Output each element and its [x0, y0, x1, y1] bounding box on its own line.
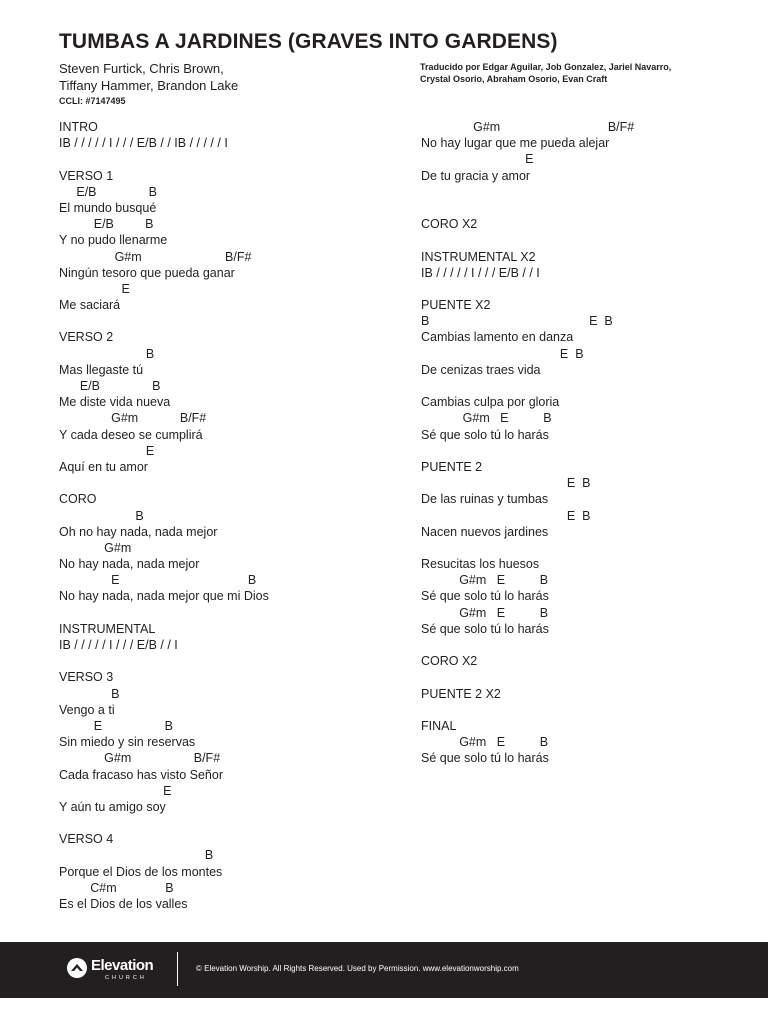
lyric-line: VERSO 4	[59, 832, 114, 847]
lyric-line: G#m B/F#	[59, 249, 252, 264]
lyric-line: Me saciará	[59, 298, 121, 313]
blank-line	[59, 653, 399, 669]
blank-line	[421, 540, 741, 556]
lyric-line: No hay nada, nada mejor	[59, 557, 200, 572]
authors-line-1: Steven Furtick, Chris Brown,	[59, 61, 224, 76]
lyric-line: Cambias lamento en danza	[421, 330, 574, 345]
lyric-line: E B	[421, 476, 591, 491]
lyric-line: Y no pudo llenarme	[59, 233, 168, 248]
lyric-line: Me diste vida nueva	[59, 395, 171, 410]
lyric-line: VERSO 2	[59, 330, 114, 345]
translation-line-2: Crystal Osorio, Abraham Osorio, Evan Craft	[420, 74, 608, 84]
elevation-chevron-icon	[67, 958, 87, 978]
blank-line	[421, 702, 741, 718]
lyric-line: B	[59, 508, 144, 523]
lyric-line: G#m E B	[421, 411, 552, 426]
translation-credits	[420, 61, 720, 85]
lyric-line: B	[59, 346, 155, 361]
ccli-number: CCLI: #7147495	[59, 96, 126, 106]
lyric-line: De tu gracia y amor	[421, 168, 531, 183]
lyric-line: Y aún tu amigo soy	[59, 799, 166, 814]
lyric-line: E/B B	[59, 379, 161, 393]
lyric-line: E/B B	[59, 184, 157, 199]
logo-wordmark: Elevation	[91, 957, 154, 974]
lyric-line: CORO X2	[421, 654, 478, 669]
lyric-line: Aquí en tu amor	[59, 459, 148, 474]
lyric-line: G#m E B	[421, 573, 549, 588]
blank-line	[421, 669, 741, 685]
lyric-line: Sé que solo tú lo harás	[421, 621, 549, 636]
lyric-line: Mas llegaste tú	[59, 362, 144, 377]
lyric-line: De las ruinas y tumbas	[421, 492, 549, 507]
lyric-line: G#m B/F#	[59, 751, 221, 766]
blank-line	[421, 232, 741, 248]
lyric-line: VERSO 3	[59, 670, 114, 685]
footer-bar	[0, 942, 768, 998]
lyric-line: No hay nada, nada mejor que mi Dios	[59, 589, 269, 604]
lyric-line: Sin miedo y sin reservas	[59, 735, 196, 750]
blank-line	[59, 313, 399, 329]
lyrics-left-column	[59, 119, 399, 912]
lyric-line: INSTRUMENTAL X2	[421, 249, 536, 264]
lyric-line: E	[59, 281, 130, 296]
lyric-line: PUENTE 2	[421, 459, 483, 474]
blank-line	[59, 605, 399, 621]
blank-line	[421, 281, 741, 297]
lyric-line: Cada fracaso has visto Señor	[59, 767, 223, 782]
blank-line	[421, 443, 741, 459]
lyric-line: Es el Dios de los valles	[59, 897, 188, 911]
lyric-line: E B	[421, 508, 591, 523]
lyric-line: Ningún tesoro que pueda ganar	[59, 265, 235, 280]
lyric-line: G#m E B	[421, 605, 549, 620]
lyrics-right-column	[421, 119, 741, 767]
blank-line	[59, 475, 399, 491]
blank-line	[421, 184, 741, 200]
song-title: TUMBAS A JARDINES (GRAVES INTO GARDENS)	[59, 30, 558, 53]
lyric-line: Sé que solo tú lo harás	[421, 589, 549, 604]
lyric-line: B E B	[421, 314, 613, 329]
lyric-line: G#m B/F#	[421, 120, 635, 134]
lyric-line: Vengo a ti	[59, 702, 115, 717]
blank-line	[59, 815, 399, 831]
lyric-line: INSTRUMENTAL	[59, 621, 156, 636]
lyric-line: CORO X2	[421, 217, 478, 232]
lyric-line: PUENTE 2 X2	[421, 686, 501, 701]
lyric-line: G#m E B	[421, 735, 549, 750]
song-authors	[59, 60, 359, 94]
lyric-line: IB / / / / / I / / / E/B / / I	[59, 638, 178, 652]
lyric-line: El mundo busqué	[59, 200, 157, 215]
lyric-line: Y cada deseo se cumplirá	[59, 427, 203, 442]
blank-line	[421, 378, 741, 394]
lyric-line: B	[59, 848, 214, 863]
lyric-line: E B	[421, 346, 584, 361]
lyric-line: E	[59, 783, 172, 798]
lyric-line: FINAL	[421, 718, 457, 733]
lyric-line: VERSO 1	[59, 168, 114, 183]
lyric-line: CORO	[59, 492, 97, 507]
lyric-line: Nacen nuevos jardines	[421, 524, 549, 539]
lyric-line: De cenizas traes vida	[421, 362, 541, 377]
lyric-line: E	[59, 443, 155, 458]
lyric-line: Resucitas los huesos	[421, 557, 540, 572]
lyric-line: Cambias culpa por gloria	[421, 395, 560, 410]
blank-line	[421, 637, 741, 653]
elevation-logo[interactable]	[67, 955, 177, 985]
authors-line-2: Tiffany Hammer, Brandon Lake	[59, 78, 239, 93]
lyric-line: Porque el Dios de los montes	[59, 864, 223, 879]
blank-line	[59, 151, 399, 167]
lyric-line: B	[59, 686, 120, 701]
translation-line-1: Traducido por Edgar Aguilar, Job Gonzalez, Jariel Navarro,	[420, 62, 672, 72]
lyric-line: E/B B	[59, 217, 154, 232]
lyric-line: E B	[59, 718, 173, 733]
lyric-line: Oh no hay nada, nada mejor	[59, 524, 218, 539]
lyric-line: Sé que solo tú lo harás	[421, 427, 549, 442]
lyric-line: E	[421, 152, 534, 167]
lyric-line: Sé que solo tú lo harás	[421, 751, 549, 766]
copyright-notice: © Elevation Worship. All Rights Reserved. Used by Permission. www.elevationworship.com	[196, 964, 519, 973]
blank-line	[421, 200, 741, 216]
lyric-line: G#m	[59, 540, 132, 555]
lyric-line: No hay lugar que me pueda alejar	[421, 136, 610, 151]
lyric-line: PUENTE X2	[421, 298, 491, 313]
logo-subtitle: CHURCH	[105, 975, 147, 981]
lyric-line: E B	[59, 573, 257, 588]
lyric-line: C#m B	[59, 880, 174, 895]
lyric-line: INTRO	[59, 120, 98, 134]
footer-divider	[177, 952, 178, 986]
lyric-line: IB / / / / / I / / / E/B / / I	[421, 265, 540, 280]
lyric-line: G#m B/F#	[59, 411, 207, 426]
lyric-line: IB / / / / / I / / / E/B / / IB / / / / / I	[59, 136, 228, 151]
